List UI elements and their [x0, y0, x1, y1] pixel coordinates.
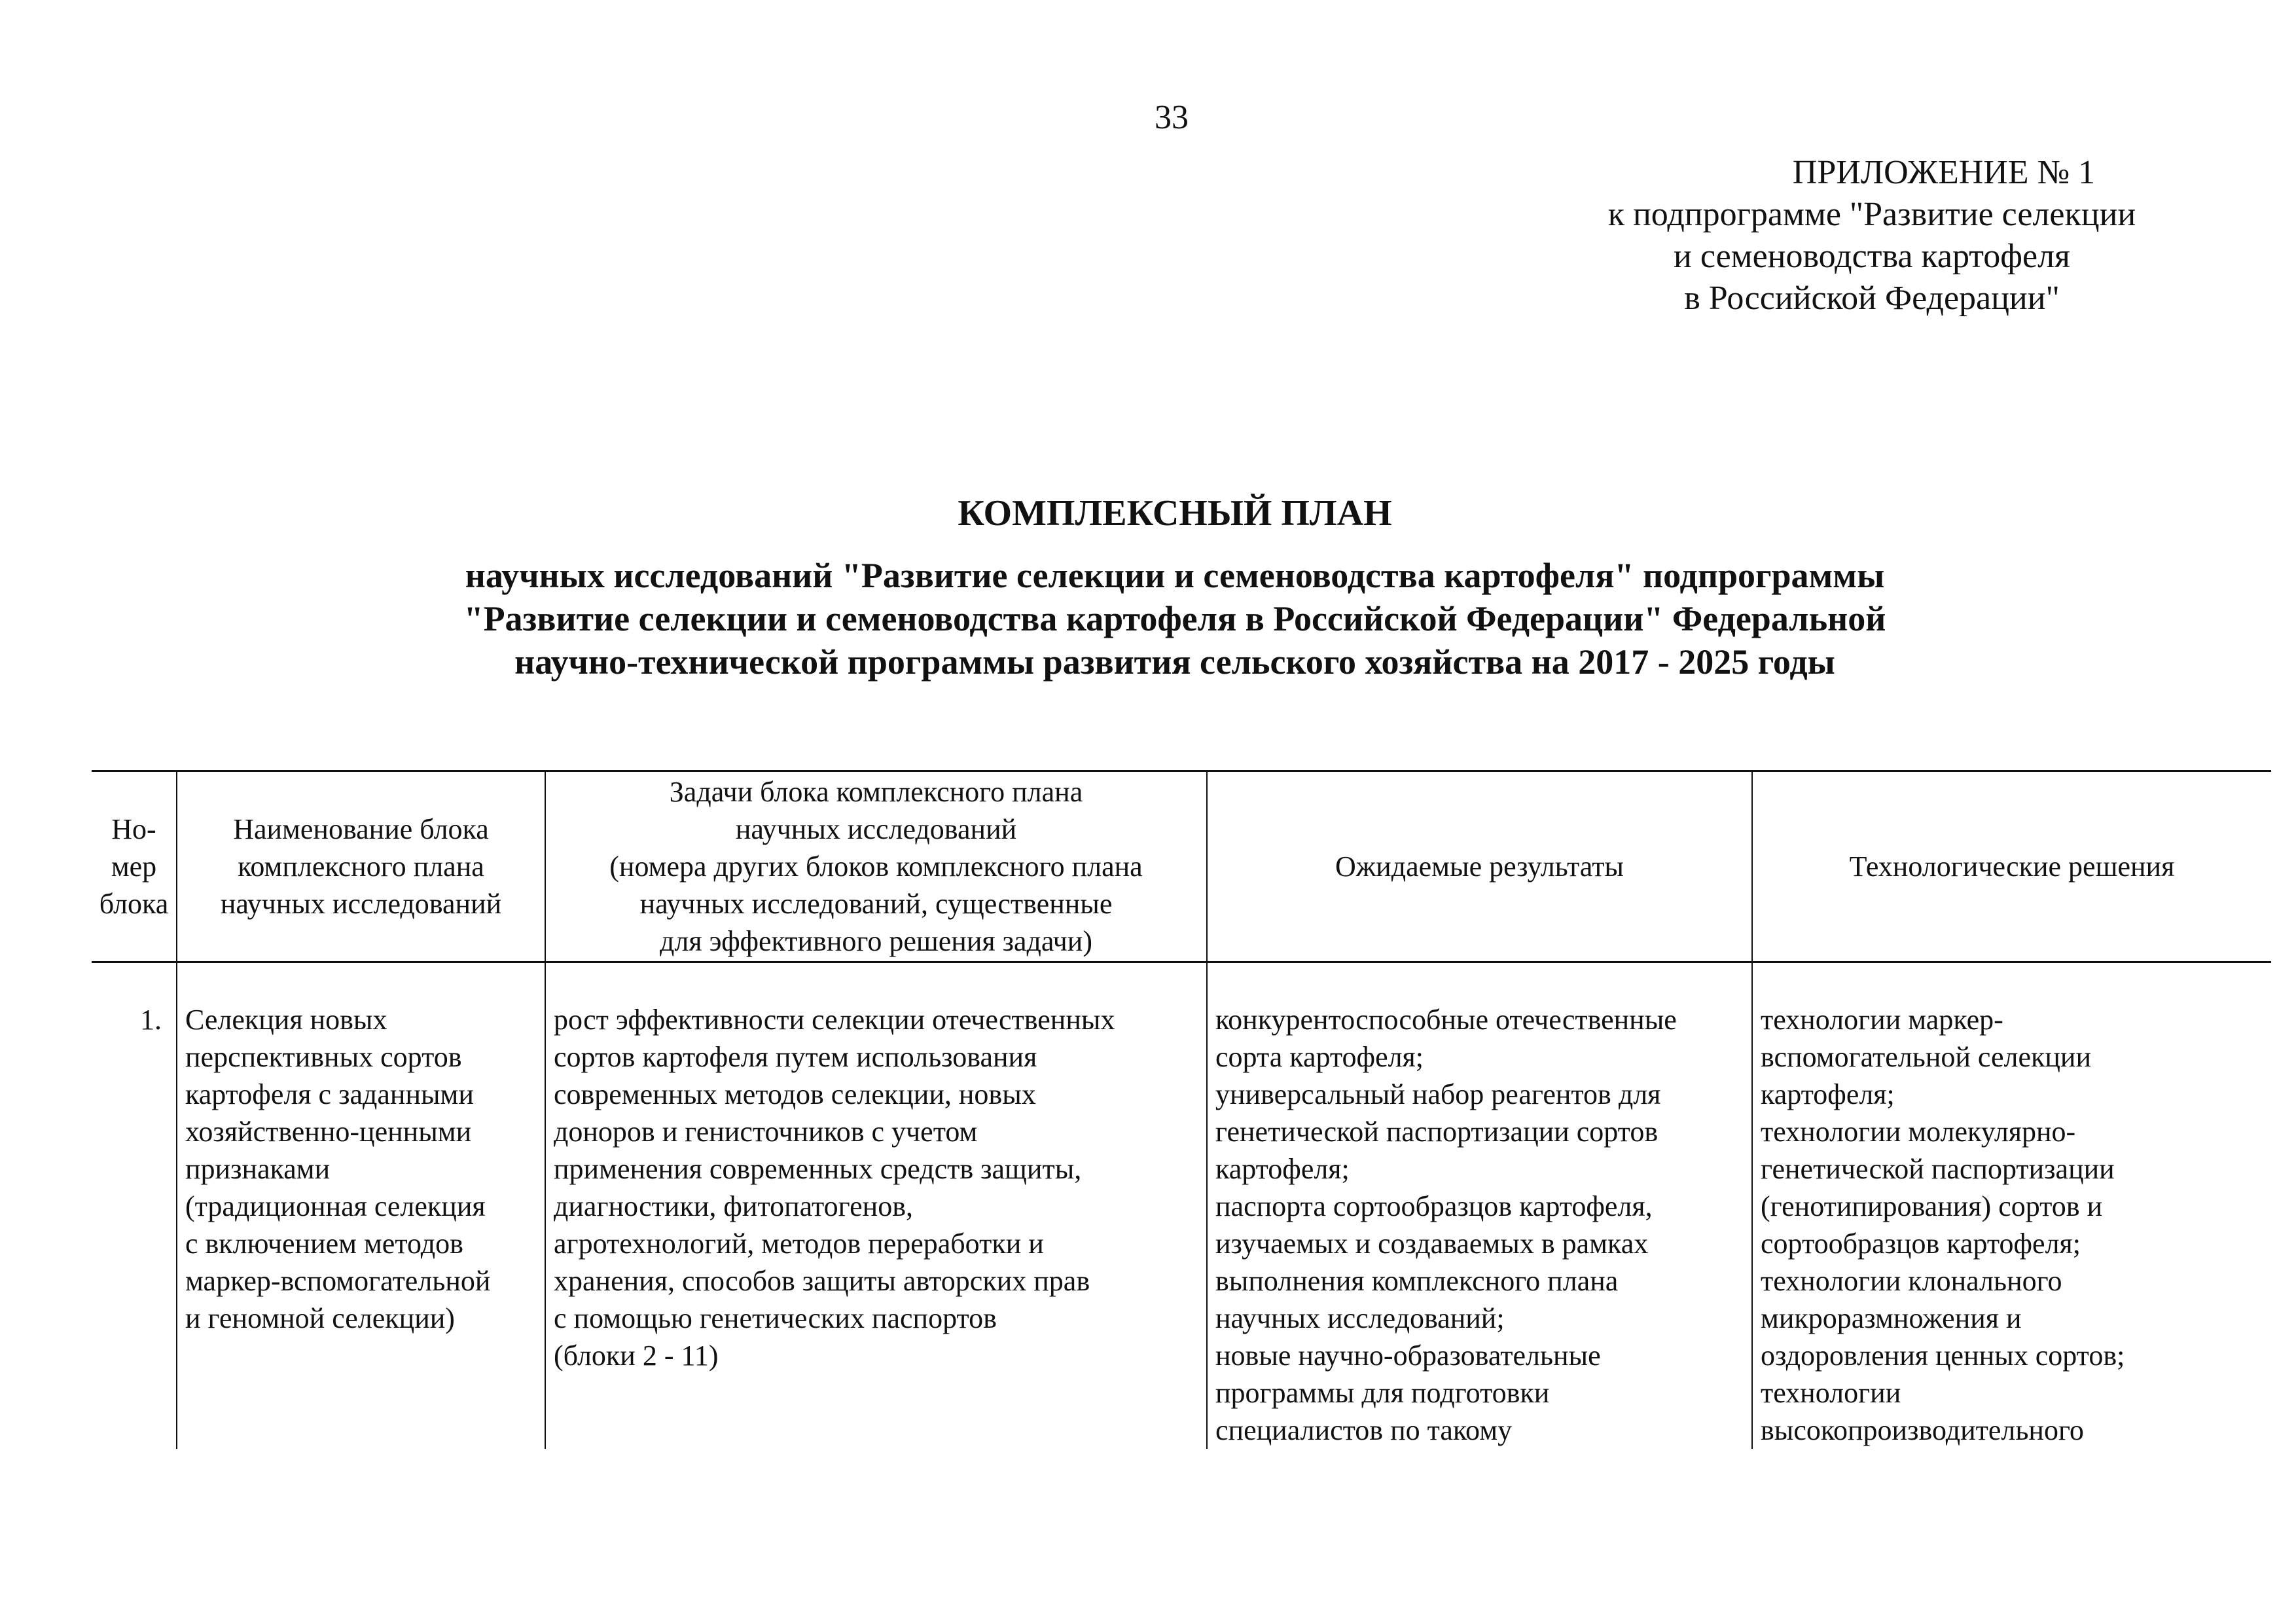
document-subtitle	[0, 554, 2296, 684]
document-title: КОМПЛЕКСНЫЙ ПЛАН	[958, 493, 1392, 534]
cell-block-tasks: рост эффективности селекции отечественных сортов картофеля путем использования современных методов селекции, новых доноров и генисточников с учетом применения современных средств защиты, диагностики, фитопатогенов, агротехнологий, методов переработки и хранения, способов защиты авторских прав с помощью генетических паспортов (блоки 2 - 11)	[545, 962, 1207, 1450]
cell-expected-results: конкурентоспособные отечественные сорта картофеля; универсальный набор реагентов для генетической паспортизации сортов картофеля; паспорта сортообразцов картофеля, изучаемых и создаваемых в рамках выполнения комплексного плана научных исследований; новые научно-образовательные программы для подготовки специалистов по такому	[1207, 962, 1752, 1450]
cell-block-number: 1.	[140, 1004, 162, 1036]
header-block-name: Наименование блока комплексного плана научных исследований	[177, 771, 545, 962]
appendix-heading: ПРИЛОЖЕНИЕ № 1	[1792, 154, 2096, 191]
header-block-tasks: Задачи блока комплексного плана научных исследований (номера других блоков комплексного плана научных исследований, существенные для эффективного решения задачи)	[545, 771, 1207, 962]
subtitle-line: "Развитие селекции и семеноводства картофеля в Российской Федерации" Федеральной	[463, 599, 1886, 638]
appendix-line: в Российской Федерации"	[1684, 280, 2060, 317]
table-row	[92, 962, 2271, 1450]
page-number: 33	[1155, 99, 1189, 136]
header-block-number: Но- мер блока	[92, 771, 177, 962]
appendix-line: к подпрограмме "Развитие селекции	[1607, 196, 2136, 233]
header-tech-solutions: Технологические решения	[1752, 771, 2271, 962]
cell-block-name: Селекция новых перспективных сортов картофеля с заданными хозяйственно-ценными признаками (традиционная селекция с включением методов маркер-вспомогательной и геномной селекции)	[177, 962, 545, 1450]
plan-table	[92, 770, 2271, 1449]
subtitle-line: научных исследований "Развитие селекции и семеноводства картофеля" подпрограммы	[465, 556, 1885, 595]
appendix-line: и семеноводства картофеля	[1674, 238, 2070, 275]
subtitle-line: научно-технической программы развития сельского хозяйства на 2017 - 2025 годы	[514, 642, 1835, 682]
table-header-row	[92, 771, 2271, 962]
header-expected-results: Ожидаемые результаты	[1207, 771, 1752, 962]
appendix-block	[1545, 152, 2199, 319]
cell-tech-solutions: технологии маркер- вспомогательной селекции картофеля; технологии молекулярно- генетической паспортизации (генотипирования) сортов и сортообразцов картофеля; технологии клонального микроразмножения и оздоровления ценных сортов; технологии высокопроизводительного	[1752, 962, 2271, 1450]
